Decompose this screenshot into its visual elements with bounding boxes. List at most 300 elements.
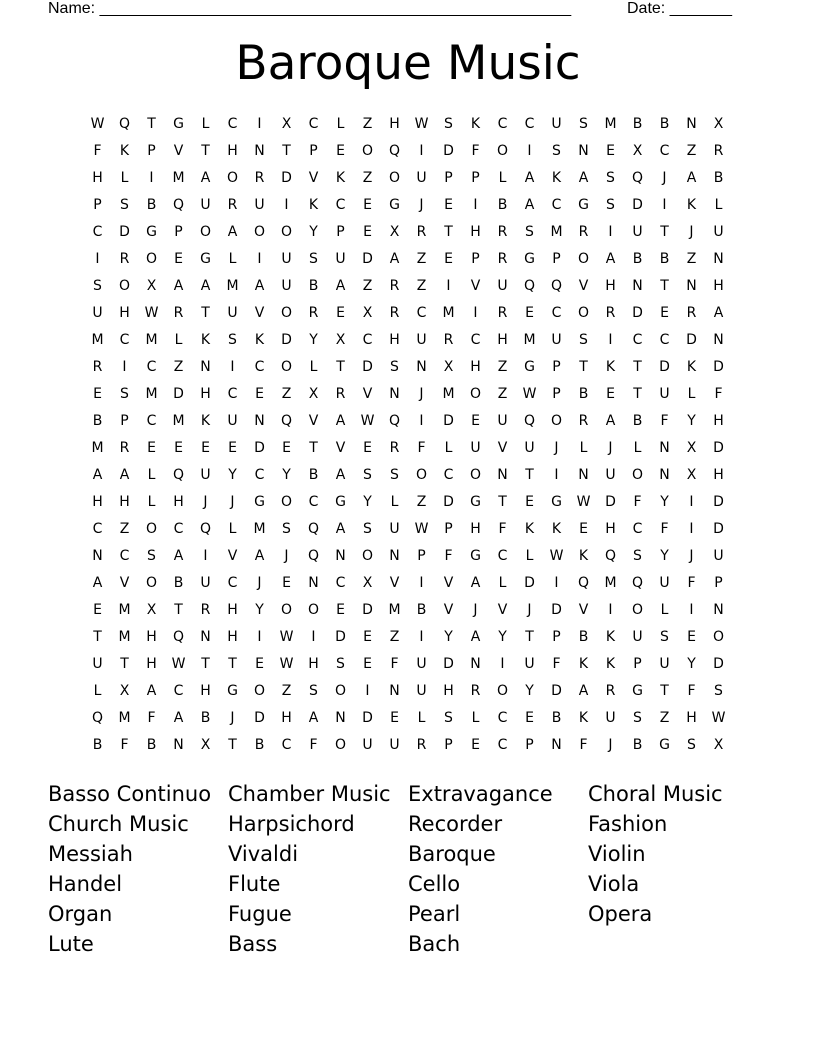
- grid-letter[interactable]: H: [470, 224, 481, 240]
- grid-letter[interactable]: N: [335, 710, 346, 726]
- grid-letter[interactable]: B: [200, 710, 211, 726]
- grid-letter[interactable]: N: [92, 548, 103, 564]
- grid-letter[interactable]: A: [335, 413, 346, 429]
- grid-letter[interactable]: B: [173, 575, 184, 591]
- grid-letter[interactable]: X: [713, 116, 724, 132]
- grid-letter[interactable]: W: [279, 629, 294, 645]
- grid-letter[interactable]: Z: [497, 359, 508, 375]
- grid-letter[interactable]: E: [282, 440, 291, 456]
- grid-letter[interactable]: S: [525, 224, 534, 240]
- grid-letter[interactable]: L: [471, 710, 480, 726]
- grid-letter[interactable]: L: [444, 440, 453, 456]
- grid-letter[interactable]: P: [552, 629, 561, 645]
- grid-letter[interactable]: K: [551, 521, 562, 537]
- grid-letter[interactable]: D: [713, 521, 724, 537]
- grid-letter[interactable]: J: [203, 494, 208, 510]
- grid-letter[interactable]: N: [416, 359, 427, 375]
- grid-letter[interactable]: D: [443, 494, 454, 510]
- grid-letter[interactable]: H: [605, 521, 616, 537]
- grid-letter[interactable]: H: [173, 494, 184, 510]
- grid-letter[interactable]: D: [713, 440, 724, 456]
- grid-letter[interactable]: U: [416, 332, 427, 348]
- grid-letter[interactable]: S: [444, 116, 453, 132]
- grid-letter[interactable]: I: [500, 656, 505, 672]
- grid-letter[interactable]: A: [173, 278, 184, 294]
- grid-letter[interactable]: E: [363, 197, 372, 213]
- grid-letter[interactable]: H: [470, 521, 481, 537]
- grid-letter[interactable]: N: [389, 683, 400, 699]
- grid-letter[interactable]: A: [119, 467, 130, 483]
- grid-letter[interactable]: F: [444, 548, 453, 564]
- grid-letter[interactable]: P: [444, 521, 453, 537]
- grid-letter[interactable]: C: [92, 521, 103, 537]
- grid-letter[interactable]: V: [119, 575, 130, 591]
- grid-letter[interactable]: X: [362, 305, 373, 321]
- grid-letter[interactable]: O: [631, 467, 644, 483]
- grid-letter[interactable]: U: [389, 737, 400, 753]
- grid-letter[interactable]: I: [230, 359, 235, 375]
- grid-letter[interactable]: H: [686, 710, 697, 726]
- grid-letter[interactable]: R: [497, 305, 508, 321]
- grid-letter[interactable]: J: [554, 440, 559, 456]
- grid-letter[interactable]: V: [443, 602, 454, 618]
- grid-letter[interactable]: C: [416, 305, 427, 321]
- grid-letter[interactable]: X: [713, 737, 724, 753]
- grid-letter[interactable]: F: [309, 737, 318, 753]
- grid-letter[interactable]: E: [525, 305, 534, 321]
- grid-letter[interactable]: Z: [362, 116, 373, 132]
- grid-letter[interactable]: L: [174, 332, 183, 348]
- grid-letter[interactable]: Z: [362, 278, 373, 294]
- grid-letter[interactable]: E: [363, 440, 372, 456]
- grid-letter[interactable]: D: [281, 332, 292, 348]
- grid-letter[interactable]: A: [578, 170, 589, 186]
- grid-letter[interactable]: M: [388, 602, 401, 618]
- grid-letter[interactable]: D: [443, 143, 454, 159]
- grid-letter[interactable]: D: [605, 494, 616, 510]
- grid-letter[interactable]: F: [714, 386, 723, 402]
- grid-letter[interactable]: O: [577, 305, 590, 321]
- grid-letter[interactable]: E: [174, 440, 183, 456]
- grid-letter[interactable]: P: [93, 197, 102, 213]
- grid-letter[interactable]: E: [93, 602, 102, 618]
- grid-letter[interactable]: K: [686, 359, 697, 375]
- grid-letter[interactable]: U: [659, 656, 670, 672]
- grid-letter[interactable]: Q: [91, 710, 104, 726]
- grid-letter[interactable]: G: [551, 494, 562, 510]
- grid-letter[interactable]: X: [200, 737, 211, 753]
- grid-letter[interactable]: G: [200, 251, 211, 267]
- grid-letter[interactable]: Z: [686, 143, 697, 159]
- grid-letter[interactable]: G: [254, 494, 265, 510]
- grid-letter[interactable]: P: [120, 413, 129, 429]
- grid-letter[interactable]: P: [552, 251, 561, 267]
- grid-letter[interactable]: Z: [389, 629, 400, 645]
- grid-letter[interactable]: N: [659, 467, 670, 483]
- grid-letter[interactable]: E: [444, 251, 453, 267]
- grid-letter[interactable]: R: [173, 305, 184, 321]
- grid-letter[interactable]: Q: [307, 521, 320, 537]
- grid-letter[interactable]: P: [633, 656, 642, 672]
- grid-letter[interactable]: A: [92, 575, 103, 591]
- grid-letter[interactable]: Z: [686, 251, 697, 267]
- grid-letter[interactable]: M: [145, 332, 158, 348]
- grid-letter[interactable]: H: [605, 278, 616, 294]
- grid-letter[interactable]: O: [496, 683, 509, 699]
- grid-letter[interactable]: A: [173, 710, 184, 726]
- grid-letter[interactable]: P: [471, 170, 480, 186]
- grid-letter[interactable]: S: [390, 359, 399, 375]
- grid-letter[interactable]: Y: [660, 494, 669, 510]
- grid-letter[interactable]: M: [172, 413, 185, 429]
- grid-letter[interactable]: E: [444, 197, 453, 213]
- grid-letter[interactable]: Y: [660, 548, 669, 564]
- grid-letter[interactable]: C: [497, 116, 508, 132]
- grid-letter[interactable]: B: [551, 710, 562, 726]
- grid-letter[interactable]: M: [550, 224, 563, 240]
- grid-letter[interactable]: S: [579, 116, 588, 132]
- grid-letter[interactable]: E: [336, 305, 345, 321]
- grid-letter[interactable]: L: [714, 197, 723, 213]
- grid-letter[interactable]: V: [578, 278, 589, 294]
- grid-letter[interactable]: U: [254, 197, 265, 213]
- grid-letter[interactable]: K: [254, 332, 265, 348]
- grid-letter[interactable]: T: [525, 629, 534, 645]
- grid-letter[interactable]: Y: [444, 629, 453, 645]
- grid-letter[interactable]: C: [254, 359, 265, 375]
- grid-letter[interactable]: T: [228, 737, 237, 753]
- grid-letter[interactable]: U: [713, 548, 724, 564]
- grid-letter[interactable]: G: [173, 116, 184, 132]
- grid-letter[interactable]: G: [227, 683, 238, 699]
- grid-letter[interactable]: D: [362, 251, 373, 267]
- grid-letter[interactable]: W: [144, 305, 159, 321]
- grid-letter[interactable]: Z: [416, 278, 427, 294]
- grid-letter[interactable]: D: [524, 575, 535, 591]
- grid-letter[interactable]: C: [659, 143, 670, 159]
- grid-letter[interactable]: K: [470, 116, 481, 132]
- grid-letter[interactable]: T: [174, 602, 183, 618]
- grid-letter[interactable]: U: [605, 710, 616, 726]
- grid-letter[interactable]: L: [687, 386, 696, 402]
- grid-letter[interactable]: Z: [119, 521, 130, 537]
- grid-letter[interactable]: O: [712, 629, 725, 645]
- grid-letter[interactable]: U: [281, 251, 292, 267]
- grid-letter[interactable]: N: [254, 143, 265, 159]
- grid-letter[interactable]: N: [713, 332, 724, 348]
- grid-letter[interactable]: X: [686, 467, 697, 483]
- grid-letter[interactable]: A: [605, 251, 616, 267]
- grid-letter[interactable]: H: [713, 413, 724, 429]
- grid-letter[interactable]: M: [442, 386, 455, 402]
- grid-letter[interactable]: Z: [659, 710, 670, 726]
- grid-letter[interactable]: B: [659, 116, 670, 132]
- grid-letter[interactable]: U: [416, 170, 427, 186]
- grid-letter[interactable]: L: [228, 251, 237, 267]
- grid-letter[interactable]: M: [253, 521, 266, 537]
- grid-letter[interactable]: R: [335, 386, 346, 402]
- grid-letter[interactable]: A: [227, 224, 238, 240]
- grid-letter[interactable]: D: [254, 710, 265, 726]
- grid-letter[interactable]: T: [120, 656, 129, 672]
- grid-letter[interactable]: C: [281, 737, 292, 753]
- grid-letter[interactable]: I: [608, 602, 613, 618]
- grid-letter[interactable]: E: [525, 710, 534, 726]
- grid-letter[interactable]: R: [254, 170, 265, 186]
- grid-letter[interactable]: F: [660, 413, 669, 429]
- grid-letter[interactable]: E: [174, 251, 183, 267]
- grid-letter[interactable]: J: [527, 602, 532, 618]
- grid-letter[interactable]: R: [119, 251, 130, 267]
- grid-letter[interactable]: S: [552, 143, 561, 159]
- grid-letter[interactable]: B: [497, 197, 508, 213]
- grid-letter[interactable]: Y: [282, 467, 291, 483]
- grid-letter[interactable]: H: [227, 602, 238, 618]
- grid-letter[interactable]: U: [632, 629, 643, 645]
- grid-letter[interactable]: T: [525, 467, 534, 483]
- grid-letter[interactable]: Q: [577, 575, 590, 591]
- grid-letter[interactable]: Q: [172, 467, 185, 483]
- grid-letter[interactable]: I: [608, 332, 613, 348]
- grid-letter[interactable]: V: [227, 548, 238, 564]
- grid-letter[interactable]: H: [227, 143, 238, 159]
- grid-letter[interactable]: I: [689, 521, 694, 537]
- grid-letter[interactable]: S: [714, 683, 723, 699]
- grid-letter[interactable]: U: [659, 575, 670, 591]
- grid-letter[interactable]: S: [687, 737, 696, 753]
- grid-letter[interactable]: U: [497, 278, 508, 294]
- grid-letter[interactable]: J: [689, 548, 694, 564]
- grid-letter[interactable]: N: [659, 440, 670, 456]
- grid-letter[interactable]: N: [713, 251, 724, 267]
- grid-letter[interactable]: V: [335, 440, 346, 456]
- grid-letter[interactable]: D: [335, 629, 346, 645]
- grid-letter[interactable]: Q: [388, 413, 401, 429]
- grid-letter[interactable]: C: [497, 737, 508, 753]
- grid-letter[interactable]: C: [227, 575, 238, 591]
- grid-letter[interactable]: B: [632, 116, 643, 132]
- grid-letter[interactable]: G: [578, 197, 589, 213]
- grid-letter[interactable]: W: [360, 413, 375, 429]
- grid-letter[interactable]: F: [687, 575, 696, 591]
- grid-letter[interactable]: D: [281, 170, 292, 186]
- grid-letter[interactable]: U: [362, 737, 373, 753]
- grid-letter[interactable]: U: [632, 224, 643, 240]
- grid-letter[interactable]: G: [389, 197, 400, 213]
- grid-letter[interactable]: O: [550, 413, 563, 429]
- grid-letter[interactable]: G: [524, 359, 535, 375]
- grid-letter[interactable]: P: [525, 737, 534, 753]
- grid-letter[interactable]: D: [173, 386, 184, 402]
- grid-letter[interactable]: O: [226, 170, 239, 186]
- grid-letter[interactable]: Q: [604, 548, 617, 564]
- grid-letter[interactable]: H: [200, 386, 211, 402]
- grid-letter[interactable]: O: [415, 467, 428, 483]
- grid-letter[interactable]: M: [604, 575, 617, 591]
- grid-letter[interactable]: D: [686, 332, 697, 348]
- grid-letter[interactable]: H: [713, 278, 724, 294]
- grid-letter[interactable]: L: [93, 683, 102, 699]
- grid-letter[interactable]: B: [632, 737, 643, 753]
- grid-letter[interactable]: Q: [199, 521, 212, 537]
- grid-letter[interactable]: C: [470, 332, 481, 348]
- grid-letter[interactable]: E: [471, 413, 480, 429]
- grid-letter[interactable]: V: [362, 386, 373, 402]
- grid-letter[interactable]: W: [549, 548, 564, 564]
- grid-letter[interactable]: E: [228, 440, 237, 456]
- grid-letter[interactable]: P: [147, 143, 156, 159]
- grid-letter[interactable]: H: [389, 332, 400, 348]
- grid-letter[interactable]: X: [632, 143, 643, 159]
- grid-letter[interactable]: R: [227, 197, 238, 213]
- grid-letter[interactable]: D: [254, 440, 265, 456]
- grid-letter[interactable]: K: [605, 656, 616, 672]
- grid-letter[interactable]: L: [120, 170, 129, 186]
- grid-letter[interactable]: O: [469, 467, 482, 483]
- grid-letter[interactable]: C: [659, 332, 670, 348]
- grid-letter[interactable]: M: [172, 170, 185, 186]
- grid-letter[interactable]: A: [524, 197, 535, 213]
- grid-letter[interactable]: S: [606, 197, 615, 213]
- grid-letter[interactable]: C: [551, 197, 562, 213]
- grid-letter[interactable]: L: [417, 710, 426, 726]
- grid-letter[interactable]: Q: [280, 413, 293, 429]
- grid-letter[interactable]: E: [363, 224, 372, 240]
- grid-letter[interactable]: L: [498, 575, 507, 591]
- grid-letter[interactable]: I: [662, 197, 667, 213]
- grid-letter[interactable]: H: [146, 656, 157, 672]
- grid-letter[interactable]: D: [443, 413, 454, 429]
- grid-letter[interactable]: E: [363, 656, 372, 672]
- grid-letter[interactable]: O: [496, 143, 509, 159]
- grid-letter[interactable]: E: [606, 143, 615, 159]
- grid-letter[interactable]: T: [660, 683, 669, 699]
- grid-letter[interactable]: F: [417, 440, 426, 456]
- grid-letter[interactable]: X: [686, 440, 697, 456]
- grid-letter[interactable]: J: [230, 710, 235, 726]
- grid-letter[interactable]: B: [632, 251, 643, 267]
- grid-letter[interactable]: F: [633, 494, 642, 510]
- grid-letter[interactable]: Z: [416, 494, 427, 510]
- grid-letter[interactable]: T: [444, 224, 453, 240]
- grid-letter[interactable]: J: [689, 224, 694, 240]
- date-field[interactable]: Date: _______: [627, 0, 732, 17]
- grid-letter[interactable]: G: [335, 494, 346, 510]
- grid-letter[interactable]: H: [470, 359, 481, 375]
- grid-letter[interactable]: C: [551, 305, 562, 321]
- grid-letter[interactable]: W: [576, 494, 591, 510]
- grid-letter[interactable]: H: [200, 683, 211, 699]
- grid-letter[interactable]: G: [470, 494, 481, 510]
- grid-letter[interactable]: L: [147, 494, 156, 510]
- grid-letter[interactable]: T: [660, 224, 669, 240]
- grid-letter[interactable]: C: [632, 332, 643, 348]
- grid-letter[interactable]: L: [336, 116, 345, 132]
- grid-letter[interactable]: H: [497, 332, 508, 348]
- grid-letter[interactable]: O: [280, 305, 293, 321]
- grid-letter[interactable]: A: [470, 575, 481, 591]
- grid-letter[interactable]: A: [605, 413, 616, 429]
- grid-letter[interactable]: N: [497, 467, 508, 483]
- grid-letter[interactable]: S: [363, 467, 372, 483]
- grid-letter[interactable]: L: [660, 602, 669, 618]
- grid-letter[interactable]: I: [554, 467, 559, 483]
- grid-letter[interactable]: B: [146, 737, 157, 753]
- grid-letter[interactable]: C: [92, 224, 103, 240]
- grid-letter[interactable]: C: [362, 332, 373, 348]
- grid-letter[interactable]: Z: [281, 386, 292, 402]
- grid-letter[interactable]: U: [497, 413, 508, 429]
- grid-letter[interactable]: E: [147, 440, 156, 456]
- grid-letter[interactable]: I: [473, 197, 478, 213]
- grid-letter[interactable]: K: [119, 143, 130, 159]
- grid-letter[interactable]: O: [334, 737, 347, 753]
- grid-letter[interactable]: E: [579, 521, 588, 537]
- grid-letter[interactable]: L: [633, 440, 642, 456]
- grid-letter[interactable]: G: [524, 251, 535, 267]
- grid-letter[interactable]: N: [308, 575, 319, 591]
- grid-letter[interactable]: S: [93, 278, 102, 294]
- grid-letter[interactable]: D: [551, 683, 562, 699]
- grid-letter[interactable]: V: [497, 440, 508, 456]
- grid-letter[interactable]: U: [92, 305, 103, 321]
- grid-letter[interactable]: A: [173, 548, 184, 564]
- grid-letter[interactable]: K: [686, 197, 697, 213]
- grid-letter[interactable]: K: [578, 656, 589, 672]
- grid-letter[interactable]: T: [309, 440, 318, 456]
- grid-letter[interactable]: E: [336, 143, 345, 159]
- grid-letter[interactable]: R: [389, 305, 400, 321]
- grid-letter[interactable]: D: [713, 494, 724, 510]
- grid-letter[interactable]: O: [469, 386, 482, 402]
- grid-letter[interactable]: M: [118, 602, 131, 618]
- grid-letter[interactable]: V: [254, 305, 265, 321]
- grid-letter[interactable]: M: [91, 332, 104, 348]
- grid-letter[interactable]: R: [92, 359, 103, 375]
- grid-letter[interactable]: U: [524, 656, 535, 672]
- grid-letter[interactable]: U: [524, 440, 535, 456]
- grid-letter[interactable]: B: [92, 737, 103, 753]
- grid-letter[interactable]: G: [146, 224, 157, 240]
- grid-letter[interactable]: Y: [228, 467, 237, 483]
- grid-letter[interactable]: R: [578, 224, 589, 240]
- grid-letter[interactable]: E: [687, 629, 696, 645]
- grid-letter[interactable]: D: [659, 359, 670, 375]
- grid-letter[interactable]: W: [414, 116, 429, 132]
- grid-letter[interactable]: N: [173, 737, 184, 753]
- grid-letter[interactable]: F: [579, 737, 588, 753]
- grid-letter[interactable]: X: [119, 683, 130, 699]
- grid-letter[interactable]: A: [524, 170, 535, 186]
- grid-letter[interactable]: D: [632, 197, 643, 213]
- grid-letter[interactable]: Y: [687, 413, 696, 429]
- grid-letter[interactable]: O: [199, 224, 212, 240]
- grid-letter[interactable]: O: [280, 494, 293, 510]
- grid-letter[interactable]: G: [632, 683, 643, 699]
- grid-letter[interactable]: O: [334, 683, 347, 699]
- grid-letter[interactable]: I: [689, 494, 694, 510]
- grid-letter[interactable]: U: [605, 467, 616, 483]
- grid-letter[interactable]: C: [335, 197, 346, 213]
- grid-letter[interactable]: A: [146, 683, 157, 699]
- grid-letter[interactable]: S: [228, 332, 237, 348]
- grid-letter[interactable]: R: [470, 683, 481, 699]
- grid-letter[interactable]: O: [253, 224, 266, 240]
- grid-letter[interactable]: I: [608, 224, 613, 240]
- grid-letter[interactable]: U: [551, 332, 562, 348]
- grid-letter[interactable]: K: [578, 548, 589, 564]
- grid-letter[interactable]: R: [389, 278, 400, 294]
